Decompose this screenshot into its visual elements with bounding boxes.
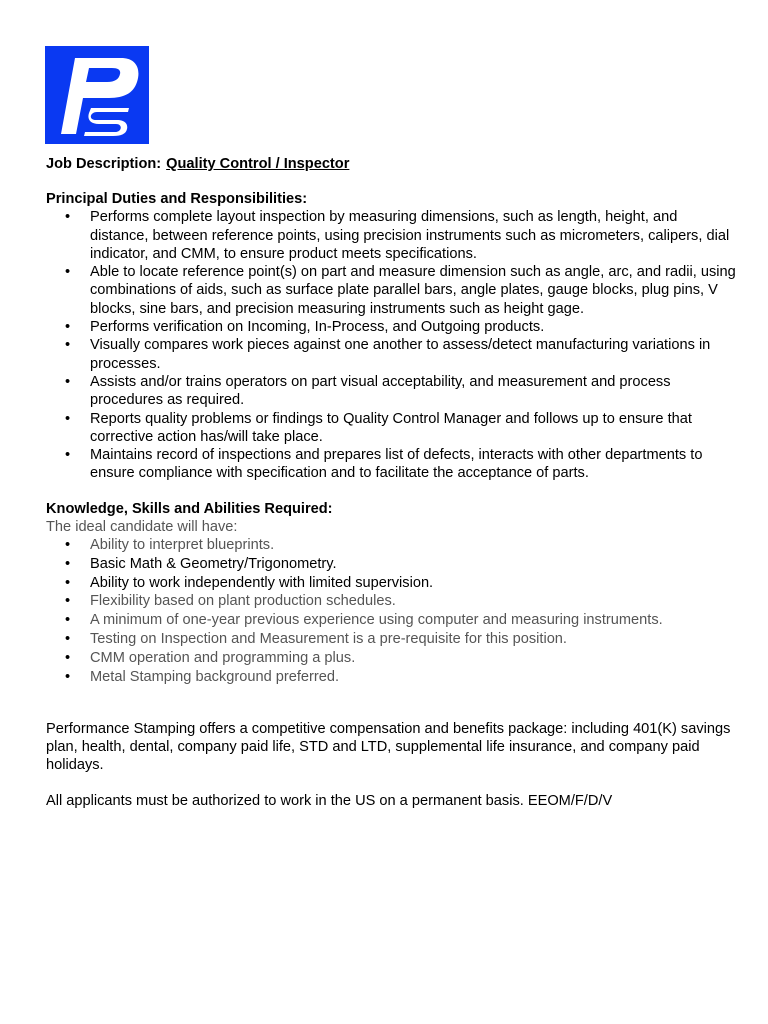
list-item: • Ability to interpret blueprints. [46,536,736,554]
list-item: • Basic Math & Geometry/Trigonometry. [46,555,736,573]
document-body [46,155,736,811]
list-item: • Ability to work independently with limited supervision. [46,574,736,592]
list-item: • Metal Stamping background preferred. [46,668,736,686]
duties-heading: Principal Duties and Responsibilities: [46,191,308,208]
list-item: • Able to locate reference point(s) on part and measure dimension such as angle, arc, and radii, using combinations of aids, such as surface plate parallel bars, angle plates, gauge blocks, plug pins, V blocks, sine bars, and precision measuring instruments such as height gage. [46,263,736,318]
list-item: • Flexibility based on plant production schedules. [46,592,736,610]
list-item: • Performs complete layout inspection by measuring dimensions, such as length, height, and distance, between reference points, using precision instruments such as micrometers, calipers, dial indicator, and CMM, to ensure product meets specifications. [46,208,736,263]
list-item: • Maintains record of inspections and prepares list of defects, interacts with other departments to ensure compliance with specification and to facilitate the acceptance of parts. [46,446,736,482]
list-item: • Assists and/or trains operators on part visual acceptability, and measurement and process procedures as required. [46,373,736,409]
list-item: • Reports quality problems or findings to Quality Control Manager and follows up to ensure that corrective action has/will take place. [46,410,736,446]
ps-logo [45,46,149,144]
list-item: • A minimum of one-year previous experience using computer and measuring instruments. [46,611,736,629]
skills-heading: Knowledge, Skills and Abilities Required: [46,500,333,517]
benefits-paragraph: Performance Stamping offers a competitive compensation and benefits package: including 401(K) savings plan, health, dental, company paid life, STD and LTD, supplemental life insurance, and company paid holidays. [46,720,731,774]
job-title: Quality Control / Inspector [166,156,350,172]
skills-list [46,536,736,686]
job-description-line [46,155,736,173]
list-item: • Visually compares work pieces against one another to assess/detect manufacturing variations in processes. [46,336,736,372]
job-description-label: Job Description: [46,156,162,172]
list-item: • Testing on Inspection and Measurement is a pre-requisite for this position. [46,630,736,648]
skills-intro: The ideal candidate will have: [46,518,238,535]
list-item: • Performs verification on Incoming, In-Process, and Outgoing products. [46,318,736,336]
ps-logo-icon [45,46,149,144]
duties-list [46,208,736,482]
list-item: • CMM operation and programming a plus. [46,649,736,667]
authorization-paragraph: All applicants must be authorized to work in the US on a permanent basis. EEOM/F/D/V [46,793,613,810]
